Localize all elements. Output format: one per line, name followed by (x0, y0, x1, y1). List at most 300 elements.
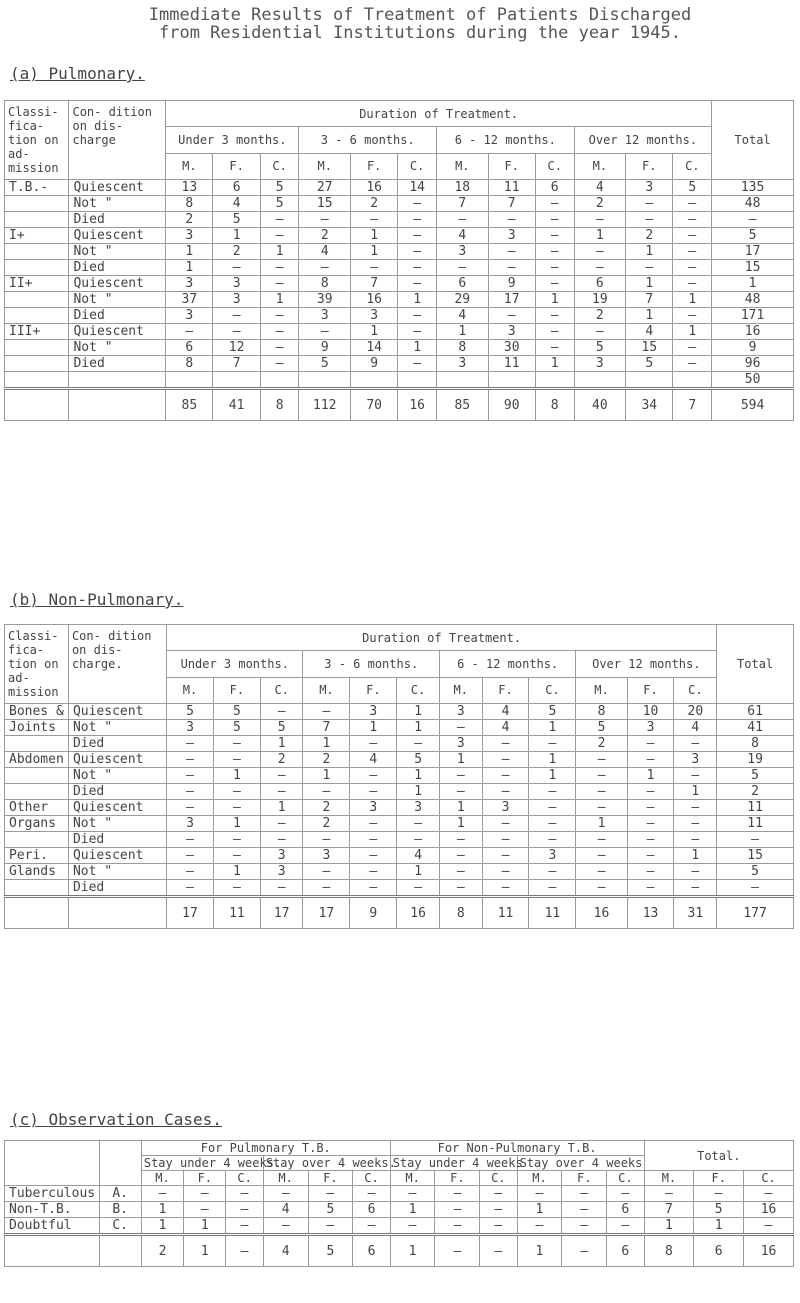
value-cell: 16 (351, 292, 398, 308)
total-value-cell: 6 (607, 1235, 644, 1267)
value-cell: – (576, 768, 627, 784)
value-cell: 7 (437, 196, 489, 212)
table-row (5, 340, 794, 356)
classification-header: Classi- fica- tion on ad- mission (5, 625, 69, 704)
value-cell: – (167, 864, 214, 880)
value-cell: 9 (351, 356, 398, 372)
value-cell: – (529, 784, 576, 800)
table-row (5, 832, 794, 848)
value-cell: – (351, 212, 398, 228)
empty-cell (5, 897, 69, 929)
total-value-cell: – (562, 1235, 607, 1267)
total-value-cell: 1 (184, 1235, 226, 1267)
value-cell: – (439, 720, 482, 736)
value-cell: 3 (626, 180, 673, 196)
total-value-cell: 112 (299, 389, 351, 421)
value-cell: – (184, 1186, 226, 1202)
total-value-cell: 2 (141, 1235, 183, 1267)
value-cell: 3 (213, 292, 260, 308)
row-total-cell: 19 (717, 752, 794, 768)
value-cell: – (167, 880, 214, 897)
value-cell: – (398, 212, 437, 228)
sub-header: F. (213, 677, 260, 703)
row-total-cell: 8 (717, 736, 794, 752)
duration-group-header: 6 - 12 months. (439, 651, 575, 677)
value-cell: – (303, 832, 350, 848)
value-cell: 3 (439, 736, 482, 752)
value-cell: 1 (574, 228, 626, 244)
value-cell: 3 (488, 324, 535, 340)
value-cell: – (535, 196, 574, 212)
value-cell: – (351, 260, 398, 276)
total-value-cell: 85 (437, 389, 489, 421)
value-cell: 4 (437, 228, 489, 244)
value-cell: 5 (626, 356, 673, 372)
total-value-cell: 85 (166, 389, 213, 421)
value-cell: – (535, 244, 574, 260)
value-cell: – (627, 800, 674, 816)
value-cell: – (213, 308, 260, 324)
value-cell: – (482, 864, 529, 880)
value-cell: 2 (299, 228, 351, 244)
value-cell: 6 (535, 180, 574, 196)
row-total-cell: 5 (712, 228, 794, 244)
value-cell: 2 (166, 212, 213, 228)
value-cell: 3 (167, 816, 214, 832)
classification-cell (5, 832, 69, 848)
duration-group-header: Under 3 months. (167, 651, 303, 677)
value-cell: – (260, 768, 303, 784)
total-value-cell: 8 (439, 897, 482, 929)
row-total-cell: 11 (717, 800, 794, 816)
empty-cell (69, 389, 166, 421)
duration-group-header: 6 - 12 months. (437, 127, 575, 153)
value-cell: – (141, 1186, 183, 1202)
value-cell: – (673, 276, 712, 292)
row-label-cell: Tuberculous (5, 1186, 100, 1202)
value-cell: – (529, 816, 576, 832)
row-label-cell: Non-T.B. (5, 1202, 100, 1218)
section-b-label: (b) Non-Pulmonary. (10, 590, 184, 609)
value-cell: – (627, 880, 674, 897)
value-cell: 11 (488, 180, 535, 196)
value-cell: 3 (350, 800, 397, 816)
value-cell: 8 (576, 704, 627, 720)
condition-cell: Quiescent (69, 180, 166, 196)
value-cell: 1 (303, 736, 350, 752)
condition-header: Con- dition on dis- charge. (68, 625, 166, 704)
value-cell: – (482, 752, 529, 768)
value-cell: – (535, 212, 574, 228)
total-value-cell: 70 (351, 389, 398, 421)
sub-header: M. (303, 677, 350, 703)
value-cell: – (674, 768, 717, 784)
value-cell: 4 (397, 848, 440, 864)
value-cell: – (437, 212, 489, 228)
classification-cell (5, 356, 69, 372)
value-cell: – (260, 308, 299, 324)
row-total-cell: 2 (717, 784, 794, 800)
value-cell: – (674, 800, 717, 816)
value-cell: 1 (674, 848, 717, 864)
value-cell: 8 (299, 276, 351, 292)
table-row (5, 784, 794, 800)
total-header: Total (712, 101, 794, 180)
table-row (5, 196, 794, 212)
total-header: Total (717, 625, 794, 704)
value-cell: 39 (299, 292, 351, 308)
value-cell: – (627, 736, 674, 752)
table-row (5, 276, 794, 292)
stay-group-header: Stay under 4 weeks (390, 1156, 517, 1171)
classification-cell (5, 196, 69, 212)
value-cell: 15 (299, 196, 351, 212)
total-value-cell: 17 (260, 897, 303, 929)
sub-header: M. (437, 153, 489, 179)
value-cell: – (535, 228, 574, 244)
total-value-cell: 16 (397, 897, 440, 929)
table-row (5, 864, 794, 880)
classification-cell (5, 880, 69, 897)
value-cell: – (517, 1186, 562, 1202)
total-value-cell: 13 (627, 897, 674, 929)
value-cell: 1 (673, 324, 712, 340)
total-value-cell: 9 (350, 897, 397, 929)
value-cell: 5 (529, 704, 576, 720)
value-cell: – (350, 848, 397, 864)
empty-cell (5, 389, 69, 421)
value-cell: 3 (260, 864, 303, 880)
value-cell: – (627, 864, 674, 880)
value-cell: – (576, 800, 627, 816)
value-cell: – (674, 880, 717, 897)
value-cell: – (574, 212, 626, 228)
total-value-cell: 31 (674, 897, 717, 929)
value-cell: 1 (303, 768, 350, 784)
value-cell: – (353, 1186, 390, 1202)
value-cell: – (397, 880, 440, 897)
sub-header: C. (535, 153, 574, 179)
value-cell: – (213, 880, 260, 897)
empty-cell (437, 372, 489, 389)
value-cell: – (167, 768, 214, 784)
value-cell: 10 (627, 704, 674, 720)
row-total-cell: 9 (712, 340, 794, 356)
value-cell: – (260, 228, 299, 244)
value-cell: – (576, 832, 627, 848)
table-row (5, 212, 794, 228)
value-cell: 1 (390, 1202, 435, 1218)
value-cell: – (673, 228, 712, 244)
condition-cell: Died (68, 736, 166, 752)
value-cell: 1 (398, 292, 437, 308)
classification-cell: Organs (5, 816, 69, 832)
value-cell: 2 (574, 308, 626, 324)
value-cell: – (529, 800, 576, 816)
row-total-cell: 17 (712, 244, 794, 260)
totals-row (5, 389, 794, 421)
empty-cell (574, 372, 626, 389)
condition-cell: Not " (69, 196, 166, 212)
condition-cell: Not " (69, 292, 166, 308)
value-cell: 5 (260, 180, 299, 196)
table-row (5, 1186, 794, 1202)
value-cell: 2 (574, 196, 626, 212)
empty-cell (299, 372, 351, 389)
value-cell: – (439, 784, 482, 800)
table-row (5, 324, 794, 340)
sub-header: F. (626, 153, 673, 179)
grand-total-cell: 594 (712, 389, 794, 421)
condition-cell: Died (69, 260, 166, 276)
sub-header: M. (166, 153, 213, 179)
value-cell: 1 (626, 244, 673, 260)
value-cell: 2 (303, 800, 350, 816)
condition-cell: Died (68, 880, 166, 897)
total-value-cell: 1 (390, 1235, 435, 1267)
value-cell: – (398, 228, 437, 244)
sub-header: M. (576, 677, 627, 703)
condition-cell: Quiescent (69, 276, 166, 292)
value-cell: 7 (351, 276, 398, 292)
value-cell: 1 (517, 1202, 562, 1218)
total-value-cell: – (480, 1235, 517, 1267)
condition-cell: Quiescent (68, 752, 166, 768)
value-cell: – (480, 1186, 517, 1202)
value-cell: – (260, 880, 303, 897)
classification-cell (5, 244, 69, 260)
value-cell: – (674, 864, 717, 880)
sub-header: F. (694, 1171, 744, 1186)
empty-cell (351, 372, 398, 389)
value-cell: 3 (303, 848, 350, 864)
value-cell: – (535, 340, 574, 356)
value-cell: – (299, 324, 351, 340)
value-cell: – (260, 260, 299, 276)
table-row (5, 228, 794, 244)
row-total-cell: 48 (712, 196, 794, 212)
value-cell: 37 (166, 292, 213, 308)
value-cell: – (673, 244, 712, 260)
row-total-cell: – (644, 1186, 694, 1202)
empty-cell (213, 372, 260, 389)
value-cell: – (674, 816, 717, 832)
empty-cell (398, 372, 437, 389)
classification-cell (5, 768, 69, 784)
value-cell: – (627, 752, 674, 768)
row-total-cell: 1 (712, 276, 794, 292)
value-cell: – (627, 832, 674, 848)
value-cell: – (260, 356, 299, 372)
empty-cell (488, 372, 535, 389)
sub-header: F. (213, 153, 260, 179)
value-cell: 3 (260, 848, 303, 864)
value-cell: 1 (535, 292, 574, 308)
value-cell: 11 (488, 356, 535, 372)
value-cell: – (607, 1186, 644, 1202)
value-cell: 4 (482, 720, 529, 736)
classification-cell: I+ (5, 228, 69, 244)
stay-group-header: Stay over 4 weeks. (263, 1156, 390, 1171)
value-cell: 5 (397, 752, 440, 768)
classification-cell (5, 260, 69, 276)
value-cell: – (397, 736, 440, 752)
sub-header: C. (260, 677, 303, 703)
value-cell: 5 (213, 212, 260, 228)
table-row (5, 768, 794, 784)
value-cell: – (260, 832, 303, 848)
value-cell: 6 (353, 1202, 390, 1218)
value-cell: 1 (351, 244, 398, 260)
value-cell: 1 (351, 228, 398, 244)
duration-group-header: Over 12 months. (574, 127, 712, 153)
value-cell: 6 (437, 276, 489, 292)
value-cell: 3 (574, 356, 626, 372)
value-cell: – (437, 260, 489, 276)
value-cell: – (260, 212, 299, 228)
value-cell: 1 (213, 768, 260, 784)
value-cell: 8 (437, 340, 489, 356)
value-cell: – (166, 324, 213, 340)
table-row (5, 848, 794, 864)
value-cell: 7 (626, 292, 673, 308)
value-cell: – (535, 308, 574, 324)
value-cell: 29 (437, 292, 489, 308)
table-row (5, 308, 794, 324)
value-cell: 5 (576, 720, 627, 736)
table-row (5, 356, 794, 372)
page-title (60, 6, 780, 42)
value-cell: – (299, 260, 351, 276)
value-cell: – (167, 736, 214, 752)
value-cell: – (167, 800, 214, 816)
classification-cell (5, 292, 69, 308)
value-cell: – (627, 848, 674, 864)
classification-cell (5, 784, 69, 800)
stay-group-header: Stay over 4 weeks (517, 1156, 644, 1171)
totals-row (5, 897, 794, 929)
sub-header: F. (350, 677, 397, 703)
value-cell: 1 (351, 324, 398, 340)
row-total-cell: – (717, 832, 794, 848)
sub-header: C. (673, 153, 712, 179)
empty-cell (626, 372, 673, 389)
value-cell: – (673, 260, 712, 276)
sub-header: C. (398, 153, 437, 179)
duration-group-header: Over 12 months. (576, 651, 717, 677)
sub-header: C. (260, 153, 299, 179)
classification-cell (5, 340, 69, 356)
value-cell: 3 (437, 356, 489, 372)
row-total-cell: 50 (712, 372, 794, 389)
value-cell: – (350, 768, 397, 784)
value-cell: – (535, 260, 574, 276)
value-cell: – (350, 864, 397, 880)
total-header: Total. (644, 1141, 793, 1171)
value-cell: 3 (351, 308, 398, 324)
value-cell: – (674, 832, 717, 848)
empty-cell (5, 1235, 100, 1267)
classification-cell: Glands (5, 864, 69, 880)
value-cell: – (308, 1218, 353, 1235)
value-cell: 2 (576, 736, 627, 752)
value-cell: 2 (260, 752, 303, 768)
value-cell: – (626, 260, 673, 276)
value-cell: 1 (626, 276, 673, 292)
sub-header: C. (397, 677, 440, 703)
value-cell: – (482, 816, 529, 832)
value-cell: 20 (674, 704, 717, 720)
value-cell: 1 (350, 720, 397, 736)
value-cell: – (303, 864, 350, 880)
sub-header: F. (627, 677, 674, 703)
row-label-header (5, 1141, 100, 1186)
value-cell: 6 (607, 1202, 644, 1218)
table-row (5, 800, 794, 816)
empty-cell (166, 372, 213, 389)
total-value-cell: 1 (517, 1235, 562, 1267)
sub-header: C. (353, 1171, 390, 1186)
value-cell: 18 (437, 180, 489, 196)
value-cell: 4 (674, 720, 717, 736)
value-cell: – (562, 1218, 607, 1235)
stay-group-header: Stay under 4 weeks. (141, 1156, 263, 1171)
classification-cell (5, 736, 69, 752)
value-cell: 3 (213, 276, 260, 292)
value-cell: – (398, 308, 437, 324)
value-cell: 5 (260, 720, 303, 736)
value-cell: – (167, 848, 214, 864)
value-cell: 1 (213, 864, 260, 880)
value-cell: – (529, 832, 576, 848)
value-cell: – (350, 880, 397, 897)
table-row (5, 736, 794, 752)
sub-header: C. (674, 677, 717, 703)
sub-header: M. (517, 1171, 562, 1186)
value-cell: – (263, 1218, 308, 1235)
value-cell: 1 (141, 1218, 183, 1235)
classification-cell: Peri. (5, 848, 69, 864)
table-row (5, 816, 794, 832)
value-cell: 3 (674, 752, 717, 768)
value-cell: – (535, 324, 574, 340)
value-cell: – (167, 752, 214, 768)
total-value-cell: 11 (529, 897, 576, 929)
value-cell: 1 (576, 816, 627, 832)
non-pulmonary-header: For Non-Pulmonary T.B. (390, 1141, 644, 1156)
row-total-cell: 16 (712, 324, 794, 340)
value-cell: – (626, 196, 673, 212)
row-total-cell: 61 (717, 704, 794, 720)
row-total-cell: 15 (717, 848, 794, 864)
value-cell: 4 (299, 244, 351, 260)
sub-header: M. (390, 1171, 435, 1186)
table-row (5, 244, 794, 260)
value-cell: – (260, 324, 299, 340)
total-value-cell: 11 (482, 897, 529, 929)
classification-cell: T.B.- (5, 180, 69, 196)
value-cell: – (226, 1186, 263, 1202)
value-cell: 4 (213, 196, 260, 212)
value-cell: – (480, 1218, 517, 1235)
sub-header: F. (562, 1171, 607, 1186)
value-cell: 14 (351, 340, 398, 356)
table-row (5, 1202, 794, 1218)
value-cell: – (398, 324, 437, 340)
value-cell: – (260, 784, 303, 800)
sub-header: M. (263, 1171, 308, 1186)
empty-cell (68, 897, 166, 929)
